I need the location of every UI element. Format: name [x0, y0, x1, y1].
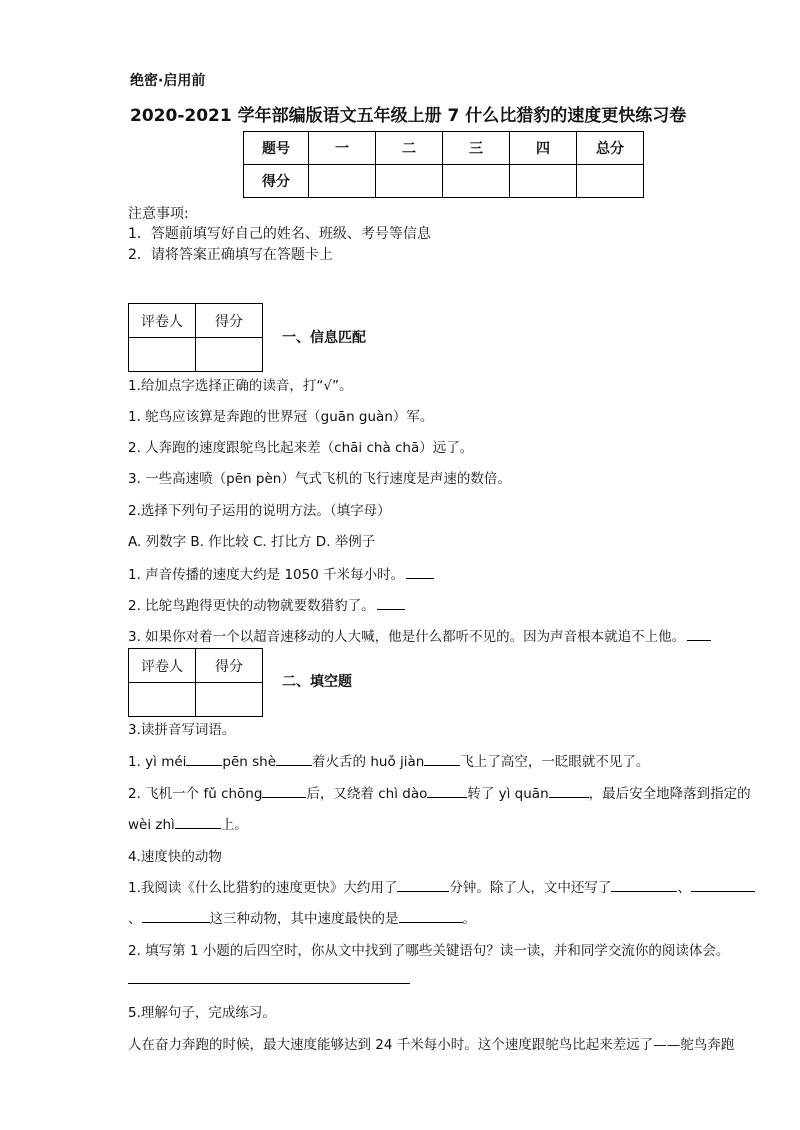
score-header-cell: 三	[443, 132, 510, 165]
pinyin-text: pēn shè	[222, 754, 277, 770]
score-cell[interactable]	[376, 165, 443, 198]
answer-blank[interactable]	[377, 595, 405, 610]
score-header-cell: 一	[309, 132, 376, 165]
answer-line[interactable]	[128, 983, 410, 984]
answer-blank[interactable]	[262, 783, 306, 798]
pinyin-text: 转了 yì quān	[467, 786, 549, 802]
grader-label: 评卷人	[129, 649, 196, 683]
grader-label: 评卷人	[129, 304, 196, 338]
sentence-text: ，最后安全地降落到指定的	[588, 786, 751, 802]
passage-text: 人在奋力奔跑的时候，最大速度能够达到 24 千米每小时。这个速度跟鸵鸟比起来差远了——鸵鸟奔跑	[128, 1037, 735, 1053]
score-cell[interactable]	[510, 165, 577, 198]
question-item	[128, 594, 405, 614]
question-item-text: 3. 如果你对着一个以超音速移动的人大喊，他是什么都听不见的。因为声音根本就追不上他。	[128, 629, 686, 645]
question-prompt: 4.速度快的动物	[128, 849, 222, 865]
answer-blank[interactable]	[399, 908, 463, 923]
pinyin-text: wèi zhì	[128, 817, 175, 833]
page-title: 2020-2021 学年部编版语文五年级上册 7 什么比猎豹的速度更快练习卷	[130, 106, 687, 126]
pinyin-text: 着火舌的 huǒ jiàn	[312, 754, 425, 770]
pinyin-text: 2. 飞机一个 fǔ chōng	[128, 786, 263, 802]
question-item	[128, 876, 755, 896]
notes-item: 2．请将答案正确填写在答题卡上	[128, 247, 333, 263]
question-item: 1. 鸵鸟应该算是奔跑的世界冠（guān guàn）军。	[128, 409, 434, 425]
section-title: 二、填空题	[282, 674, 352, 690]
question-item: 2. 填写第 1 小题的后四空时，你从文中找到了哪些关键语句？读一读，并和同学交流你的阅读体会。	[128, 943, 730, 959]
answer-blank[interactable]	[175, 814, 221, 829]
score-table	[243, 131, 644, 198]
sentence-text: 飞上了高空，一眨眼就不见了。	[460, 754, 650, 770]
section-title: 一、信息匹配	[282, 330, 366, 346]
question-prompt: 2.选择下列句子运用的说明方法。（填字母）	[128, 503, 391, 519]
question-options: A. 列数字 B. 作比较 C. 打比方 D. 举例子	[128, 534, 376, 550]
question-item-text: 2. 比鸵鸟跑得更快的动物就要数猎豹了。	[128, 598, 375, 614]
grader-box	[128, 648, 263, 717]
question-prompt: 5.理解句子，完成练习。	[128, 1005, 276, 1021]
question-item	[128, 563, 434, 583]
question-text: 分钟。除了人，文中还写了	[449, 880, 612, 896]
score-row-label: 得分	[244, 165, 309, 198]
notes-item: 1．答题前填写好自己的姓名、班级、考号等信息	[128, 226, 431, 242]
question-item	[128, 813, 248, 833]
answer-blank[interactable]	[276, 751, 312, 766]
question-prompt: 1.给加点字选择正确的读音，打“√”。	[128, 378, 353, 394]
question-text: 、	[128, 911, 142, 927]
score-header-cell: 总分	[577, 132, 644, 165]
question-item: 3. 一些高速喷（pēn pèn）气式飞机的飞行速度是声速的数倍。	[128, 471, 511, 487]
answer-blank[interactable]	[427, 783, 467, 798]
grader-box	[128, 303, 263, 372]
question-item-text: 1. 声音传播的速度大约是 1050 千米每小时。	[128, 567, 405, 583]
score-cell[interactable]	[577, 165, 644, 198]
answer-blank[interactable]	[687, 626, 711, 641]
grader-score-label: 得分	[196, 304, 263, 338]
question-text: 。	[462, 911, 476, 927]
score-header-cell: 二	[376, 132, 443, 165]
grader-cell[interactable]	[129, 683, 196, 717]
score-header-cell: 四	[510, 132, 577, 165]
sentence-text: 上。	[220, 817, 248, 833]
score-header-cell: 题号	[244, 132, 309, 165]
answer-blank[interactable]	[142, 908, 210, 923]
answer-blank[interactable]	[549, 783, 589, 798]
question-item	[128, 750, 649, 770]
grader-cell[interactable]	[129, 338, 196, 372]
answer-blank[interactable]	[424, 751, 460, 766]
answer-blank[interactable]	[186, 751, 222, 766]
question-item	[128, 907, 476, 927]
notes-title: 注意事项:	[128, 206, 189, 222]
grader-cell[interactable]	[196, 338, 263, 372]
question-item: 2. 人奔跑的速度跟鸵鸟比起来差（chāi chà chā）远了。	[128, 440, 474, 456]
question-item	[128, 782, 751, 802]
question-prompt: 3.读拼音写词语。	[128, 722, 236, 738]
score-cell[interactable]	[443, 165, 510, 198]
question-text: 这三种动物，其中速度最快的是	[209, 911, 399, 927]
secret-label: 绝密·启用前	[130, 73, 206, 89]
answer-blank[interactable]	[397, 877, 449, 892]
question-text: 1.我阅读《什么比猎豹的速度更快》大约用了	[128, 880, 398, 896]
pinyin-text: 后，又绕着 chì dào	[306, 786, 428, 802]
answer-blank[interactable]	[691, 877, 755, 892]
pinyin-text: 1. yì méi	[128, 754, 187, 770]
grader-score-label: 得分	[196, 649, 263, 683]
grader-cell[interactable]	[196, 683, 263, 717]
answer-blank[interactable]	[611, 877, 677, 892]
question-item	[128, 625, 711, 645]
score-cell[interactable]	[309, 165, 376, 198]
answer-blank[interactable]	[406, 564, 434, 579]
question-text: 、	[677, 880, 691, 896]
